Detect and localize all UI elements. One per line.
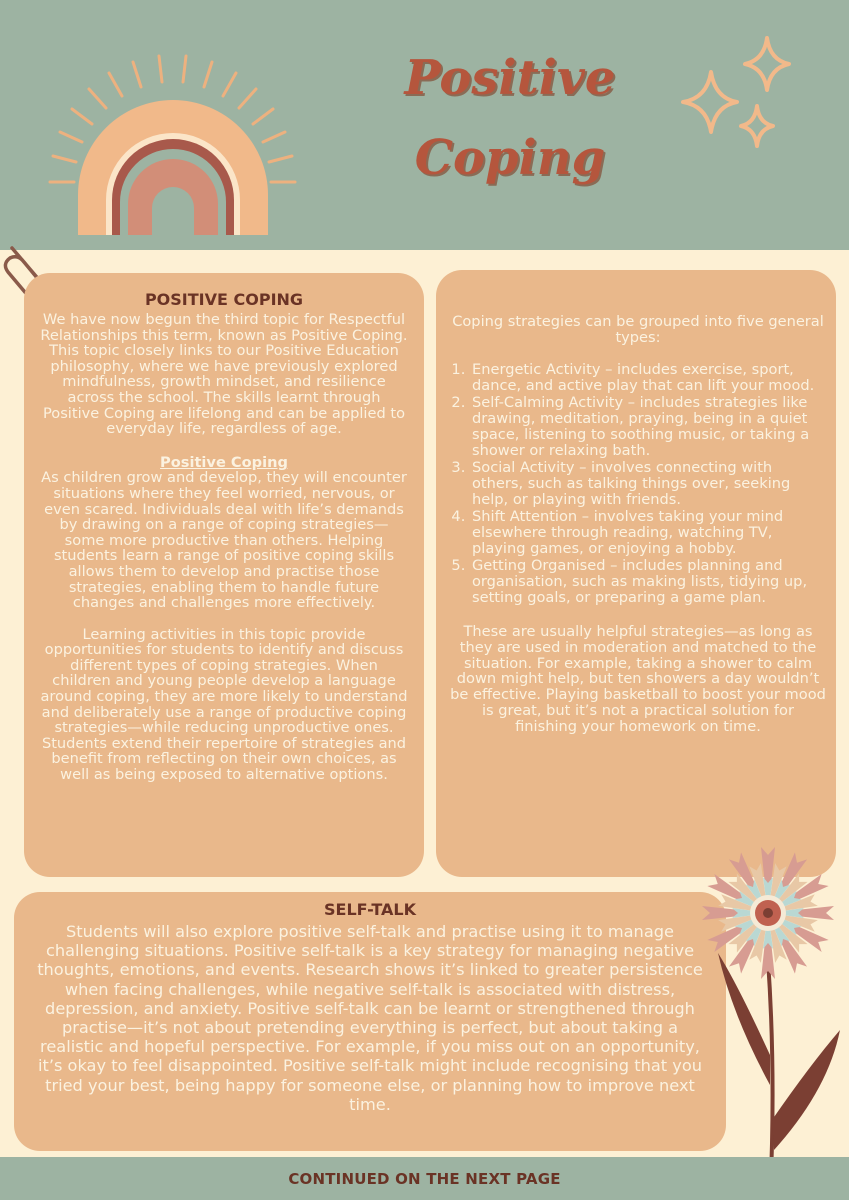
list-item: 5. Getting Organised – includes planning and organisation, such as making lists, tidying up, setting goals, or preparing a game plan. (470, 558, 826, 606)
list-item: 2. Self-Calming Activity – includes strategies like drawing, meditation, praying, being in a quiet space, listening to soothing music, or taking a shower or relaxing bath. (470, 395, 826, 459)
page-title (380, 40, 640, 200)
development-paragraph: As children grow and develop, they will encounter situations where they feel worried, nervous, or even scared. Individuals deal with life’s demands by drawing on a range of coping strategies—some more productive than others. Helping students learn a range of positive coping skills allows them to develop and practise those strategies, enabling them to handle future changes and challenges more effectively. (41, 469, 407, 612)
list-item: 4. Shift Attention – involves taking your mind elsewhere through reading, watching TV, playing games, or enjoying a hobby. (470, 509, 826, 557)
continued-label: CONTINUED ON THE NEXT PAGE (288, 1169, 561, 1188)
list-item: 1. Energetic Activity – includes exercise, sport, dance, and active play that can lift your mood. (470, 362, 826, 394)
learning-activities-paragraph: Learning activities in this topic provide opportunities for students to identify and discuss different types of coping strategies. When children and young people develop a language around coping, they are more likely to understand and deliberately use a range of productive coping strategies—while reducing unproductive ones. Students extend their repertoire of strategies and benefit from reflecting on their own choices, as well as being exposed to alternative options. (40, 625, 408, 784)
strategies-intro: Coping strategies can be grouped into five general types: (452, 313, 824, 346)
positive-coping-card (24, 273, 424, 877)
coping-strategies-card (436, 270, 836, 877)
list-item: 3. Social Activity – involves connecting with others, such as talking things over, seeking help, or playing with friends. (470, 460, 826, 508)
positive-coping-subheading: Positive Coping (160, 453, 288, 471)
footer-banner (0, 1157, 849, 1200)
strategies-outro: These are usually helpful strategies—as long as they are used in moderation and matched to the situation. For example, taking a shower to calm down might help, but ten showers a day wouldn’t be effective. Playing basketball to boost your mood is great, but it’s not a practical solution for finishing your homework on time. (450, 623, 826, 735)
flower-icon (690, 845, 849, 1200)
self-talk-paragraph: Students will also explore positive self-talk and practise using it to manage challenging situations. Positive self-talk is a key strategy for managing negative thoughts, emotions, and events. Research shows it’s linked to greater persistence when facing challenges, while negative self-talk is associated with distress, depression, and anxiety. Positive self-talk can be learnt or strengthened through practise—it’s not about pretending everything is perfect, but about taking a realistic and hopeful perspective. For example, if you miss out on an opportunity, it’s okay to feel disappointed. Positive self-talk might include recognising that you tried your best, being happy for someone else, or planning how to improve next time. (37, 922, 703, 1114)
self-talk-card (14, 892, 726, 1151)
rainbow-icon (40, 10, 330, 240)
sparkles-icon (675, 30, 805, 160)
title-line-2: Coping (414, 130, 606, 186)
self-talk-heading: SELF-TALK (323, 900, 417, 919)
title-line-1: Positive (404, 50, 616, 106)
intro-paragraph: We have now begun the third topic for Respectful Relationships this term, known as Positive Coping. This topic closely links to our Positive Education philosophy, where we have previously explored mindfulness, growth mindset, and resilience across the school. The skills learnt through Positive Coping are lifelong and can be applied to everyday life, regardless of age. (40, 311, 408, 438)
strategy-list (450, 362, 826, 606)
positive-coping-heading: POSITIVE COPING (144, 290, 304, 309)
